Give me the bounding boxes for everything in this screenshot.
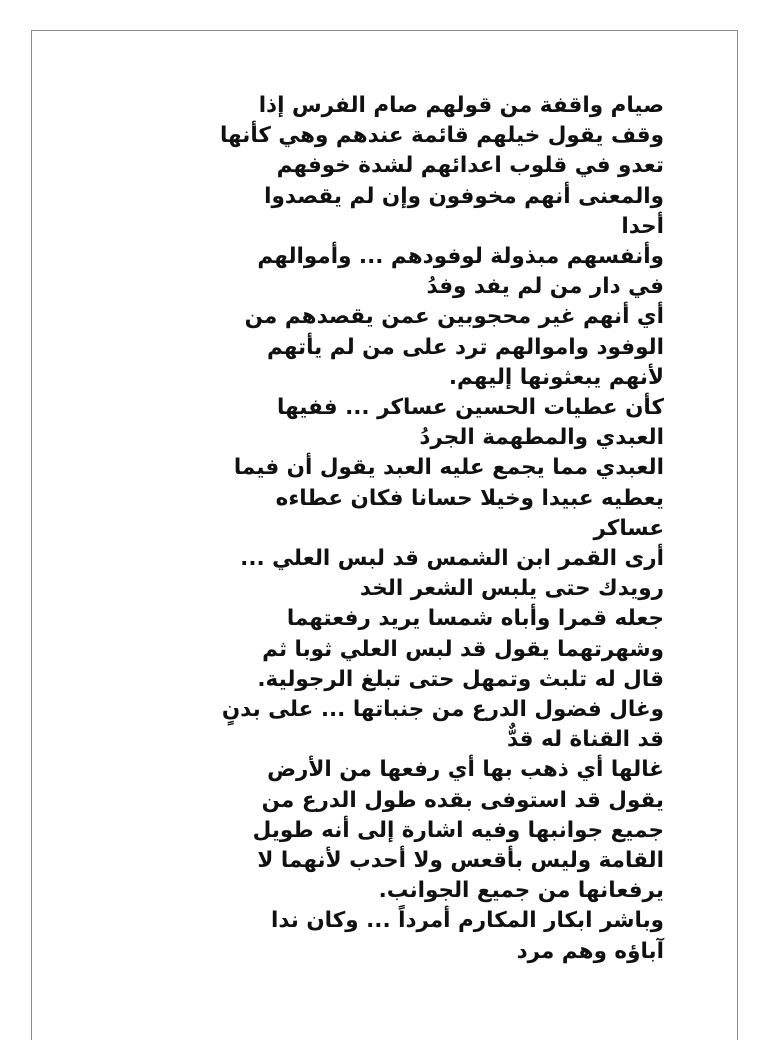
- text-line: صيام واقفة من قولهم صام الفرس إذا: [258, 93, 664, 118]
- text-line: يعطيه عبيدا وخيلا حسانا فكان عطاءه: [275, 485, 664, 511]
- text-line: وغال فضول الدرع من جنباتها ... على بدنٍ: [221, 697, 664, 723]
- text-line: وقف يقول خيلهم قائمة عندهم وهي كأنها: [219, 123, 664, 149]
- text-line: رويدك حتى يلبس الشعر الخد: [359, 576, 664, 602]
- text-line: جعله قمرا وأباه شمسا يريد رفعتهما: [286, 606, 664, 632]
- text-line: كأن عطيات الحسين عساكر ... ففيها: [277, 395, 664, 421]
- text-line: القامة وليس بأقعس ولا أحدب لأنهما لا: [257, 848, 664, 874]
- text-line: العبدي مما يجمع عليه العبد يقول أن فيما: [233, 455, 664, 481]
- body-text: [132, 91, 664, 967]
- text-line: يرفعانها من جميع الجوانب.: [378, 878, 664, 904]
- text-line: لأنهم يبعثونها إليهم.: [448, 364, 664, 390]
- text-line: قال له تلبث وتمهل حتى تبلغ الرجولية.: [257, 666, 664, 692]
- text-line: الوفود واموالهم ترد على من لم يأتهم: [266, 334, 664, 360]
- text-line: العبدي والمطهمة الجردُ: [419, 425, 664, 451]
- text-line: في دار من لم يفد وفدُ: [426, 274, 664, 300]
- text-line: وأنفسهم مبذولة لوفودهم ... وأموالهم: [257, 244, 664, 270]
- text-line: يقول قد استوفى بقده طول الدرع من: [261, 787, 664, 813]
- text-line: غالها أي ذهب بها أي رفعها من الأرض: [267, 757, 664, 783]
- text-line: وباشر ابكار المكارم أمرداً ... وكان ندا: [270, 908, 664, 934]
- text-line: قد القناة له قدٌّ: [506, 727, 664, 753]
- text-line: عساكر: [593, 515, 664, 541]
- text-line: والمعنى أنهم مخوفون وإن لم يقصدوا: [264, 183, 664, 209]
- text-line: آباؤه وهم مرد: [516, 938, 664, 964]
- document-page: [31, 30, 738, 1040]
- text-line: أي أنهم غير محجوبين عمن يقصدهم من: [244, 304, 664, 330]
- text-line: تعدو في قلوب اعدائهم لشدة خوفهم: [276, 153, 664, 179]
- text-line: أحدا: [621, 213, 664, 239]
- text-line: أرى القمر ابن الشمس قد لبس العلي ...: [240, 546, 664, 572]
- text-line: وشهرتهما يقول قد لبس العلي ثوبا ثم: [262, 636, 664, 662]
- text-line: جميع جوانبها وفيه اشارة إلى أنه طويل: [252, 817, 664, 843]
